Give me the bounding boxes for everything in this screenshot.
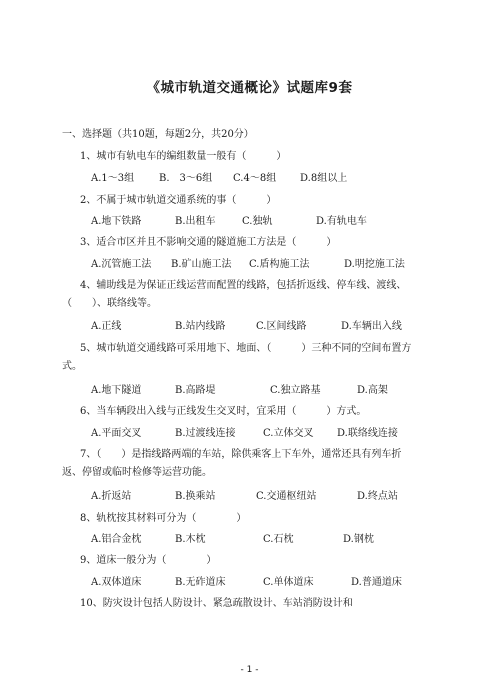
- question-8-stem: 8、轨枕按其材料可分为（ ）: [80, 513, 247, 524]
- option-a: A.折返站: [91, 491, 132, 502]
- option-d: D.8组以上: [300, 173, 348, 184]
- option-b: B.过渡线连接: [175, 428, 236, 439]
- question-6-stem: 6、当车辆段出入线与正线发生交叉时，宜采用（ ）方式。: [80, 406, 367, 417]
- option-d: D.普通道床: [351, 577, 402, 588]
- option-b: B.高路堤: [175, 385, 216, 396]
- option-a: A.地下铁路: [91, 216, 142, 227]
- option-d: D.高架: [357, 385, 388, 396]
- option-c: C.独轨: [242, 216, 273, 227]
- option-d: D.有轨电车: [316, 216, 367, 227]
- section-heading: 一、选择题（共10题，每题2分，共20分）: [62, 129, 254, 140]
- question-4-continuation: （ ）、联络线等。: [62, 298, 157, 309]
- option-b: B. 3～6组: [159, 173, 213, 184]
- option-a: A.双体道床: [91, 577, 142, 588]
- option-a: A.地下隧道: [91, 385, 142, 396]
- option-d: D.联络线连接: [337, 428, 398, 439]
- question-4-stem: 4、辅助线是为保证正线运营而配置的线路，包括折返线、停车线、渡线、: [80, 280, 407, 291]
- question-1-stem: 1、城市有轨电车的编组数量一般有（ ）: [80, 151, 287, 162]
- question-9-stem: 9、道床一般分为（ ）: [80, 555, 217, 566]
- question-7-stem: 7、（ ）是指线路两端的车站，除供乘客上下车外，通常还具有列车折: [80, 449, 402, 460]
- option-d: D.终点站: [357, 491, 398, 502]
- option-a: A.1～3组: [91, 173, 135, 184]
- option-b: B.无砟道床: [175, 577, 226, 588]
- page-number: - 1 -: [240, 665, 259, 675]
- question-3-stem: 3、适合市区并且不影响交通的隧道施工方法是（ ）: [80, 237, 337, 248]
- option-d: D.明挖施工法: [344, 259, 405, 270]
- question-2-stem: 2、不属于城市轨道交通系统的事（ ）: [80, 195, 277, 206]
- option-b: B.木枕: [175, 534, 206, 545]
- option-a: A.铝合金枕: [91, 534, 142, 545]
- page-title: 《城市轨道交通概论》试题库9套: [146, 80, 353, 96]
- option-c: C.单体道床: [263, 577, 314, 588]
- option-d: D.车辆出入线: [341, 321, 402, 332]
- option-b: B.站内线路: [175, 321, 226, 332]
- option-c: C.立体交叉: [263, 428, 314, 439]
- option-a: A.平面交叉: [91, 428, 142, 439]
- option-a: A.正线: [91, 321, 122, 332]
- option-c: C.4～8组: [233, 173, 277, 184]
- question-5-stem: 5、城市轨道交通线路可采用地下、地面、（ ）三种不同的空间布置方: [80, 343, 412, 354]
- option-b: B.换乘站: [175, 491, 216, 502]
- option-c: C.区间线路: [256, 321, 307, 332]
- option-d: D.钢枕: [343, 534, 374, 545]
- option-b: B.出租车: [175, 216, 216, 227]
- question-10-stem: 10、防灾设计包括人防设计、紧急疏散设计、车站消防设计和: [80, 598, 353, 609]
- option-c: C.交通枢纽站: [256, 491, 317, 502]
- option-b: B.矿山施工法: [171, 259, 232, 270]
- option-c: C.盾构施工法: [249, 259, 310, 270]
- question-7-continuation: 返、停留或临时检修等运营功能。: [62, 467, 212, 478]
- option-c: C.独立路基: [270, 385, 321, 396]
- question-5-continuation: 式。: [62, 361, 82, 372]
- option-a: A.沉管施工法: [91, 259, 152, 270]
- option-c: C.石枕: [263, 534, 294, 545]
